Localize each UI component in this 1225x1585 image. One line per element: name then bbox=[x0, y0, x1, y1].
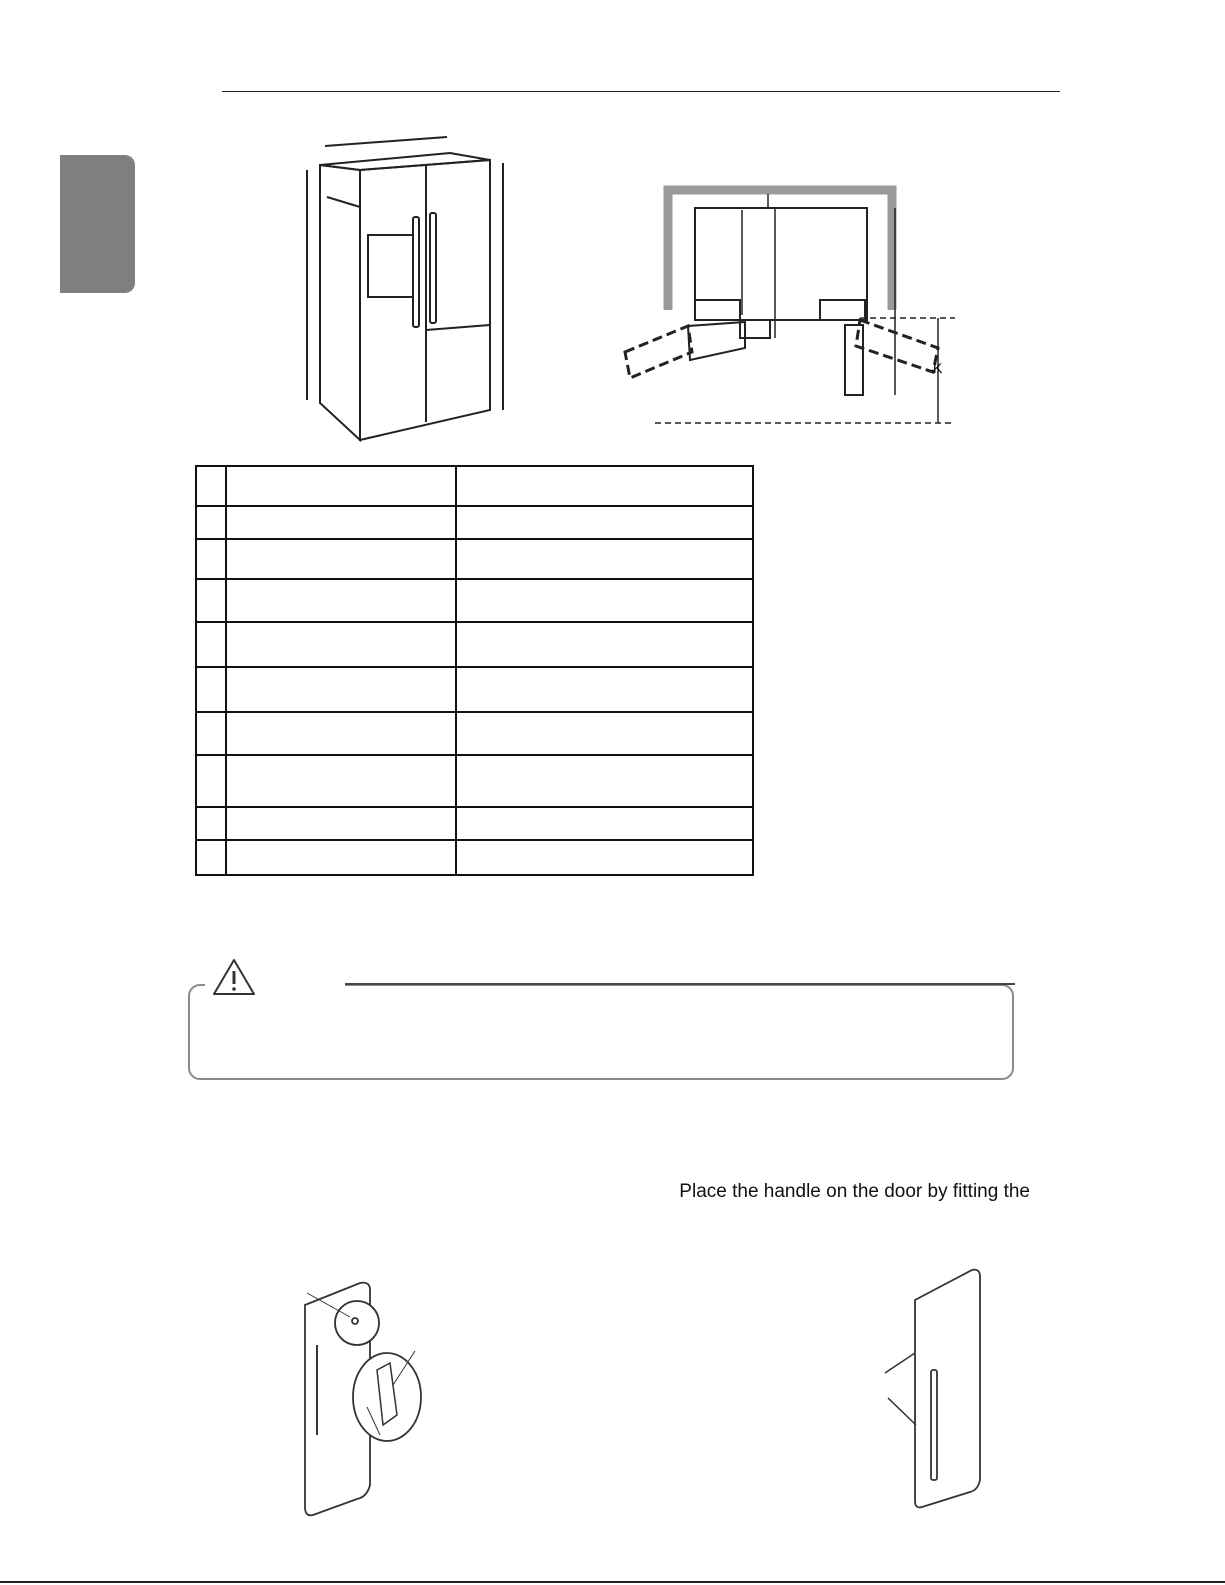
row-label bbox=[226, 840, 456, 875]
row-value bbox=[456, 579, 753, 622]
top-view-clearance-figure bbox=[620, 180, 960, 440]
warning-triangle-icon bbox=[211, 957, 257, 997]
row-value bbox=[456, 712, 753, 755]
row-letter bbox=[196, 712, 226, 755]
handle-install-text: Place the handle on the door by fitting the bbox=[679, 1181, 1030, 1202]
row-letter bbox=[196, 755, 226, 807]
row-value bbox=[456, 840, 753, 875]
table-row bbox=[196, 466, 753, 506]
row-value bbox=[456, 622, 753, 667]
table-row bbox=[196, 755, 753, 807]
row-value bbox=[456, 807, 753, 840]
row-letter bbox=[196, 539, 226, 579]
door-handle-installed-figure bbox=[880, 1265, 1000, 1515]
row-label bbox=[226, 539, 456, 579]
caution-text bbox=[190, 986, 1012, 1046]
table-row bbox=[196, 840, 753, 875]
row-label bbox=[226, 807, 456, 840]
table-row bbox=[196, 579, 753, 622]
row-label bbox=[226, 579, 456, 622]
row-value bbox=[456, 506, 753, 539]
dimensions-table bbox=[195, 465, 754, 876]
row-value bbox=[456, 466, 753, 506]
table-row bbox=[196, 712, 753, 755]
clearance-label-k: K bbox=[933, 360, 943, 376]
table-row bbox=[196, 807, 753, 840]
table-row bbox=[196, 506, 753, 539]
door-handle-detail-figure bbox=[295, 1275, 435, 1525]
table-row bbox=[196, 622, 753, 667]
row-letter bbox=[196, 622, 226, 667]
row-label bbox=[226, 506, 456, 539]
row-letter bbox=[196, 506, 226, 539]
row-letter bbox=[196, 579, 226, 622]
row-letter bbox=[196, 667, 226, 712]
row-label bbox=[226, 755, 456, 807]
row-label bbox=[226, 466, 456, 506]
footer-rule bbox=[0, 1581, 1225, 1583]
row-label bbox=[226, 622, 456, 667]
table-row bbox=[196, 667, 753, 712]
row-value bbox=[456, 667, 753, 712]
row-value bbox=[456, 539, 753, 579]
row-letter bbox=[196, 807, 226, 840]
row-letter bbox=[196, 466, 226, 506]
caution-box bbox=[188, 984, 1014, 1080]
refrigerator-dimensions-figure bbox=[290, 125, 530, 445]
table-row bbox=[196, 539, 753, 579]
section-tab bbox=[60, 155, 135, 293]
row-value bbox=[456, 755, 753, 807]
header-rule bbox=[222, 91, 1060, 92]
row-letter bbox=[196, 840, 226, 875]
row-label bbox=[226, 712, 456, 755]
caution-rule bbox=[345, 983, 1015, 985]
row-label bbox=[226, 667, 456, 712]
